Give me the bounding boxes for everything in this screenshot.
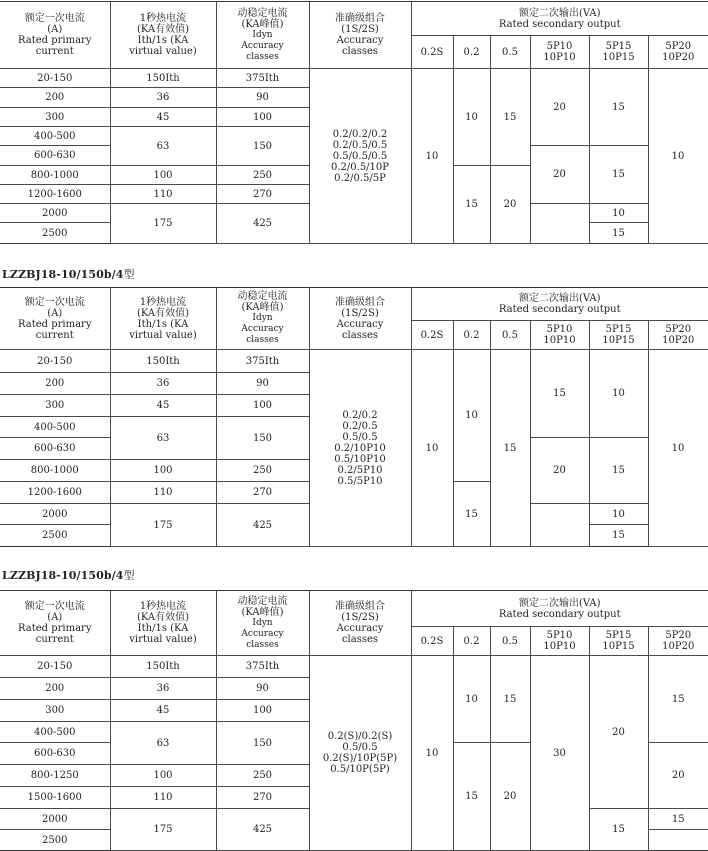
col-header-thermal-current: 1秒热电流 (KA有效值) Ith/1s (KA virtual value) — [110, 288, 216, 350]
dynamic-current-cell: 425 — [216, 809, 309, 851]
output-5p15-cell: 15 — [589, 146, 648, 204]
class-header-5p10-10p10: 5P10 10P10 — [530, 627, 589, 656]
thermal-current-cell: 175 — [110, 809, 216, 851]
thermal-current-cell: 150Ith — [110, 656, 216, 678]
output-5p10-cell: 20 — [530, 438, 589, 504]
col-header-accuracy-combination: 准确级组合 (1S/2S) Accuracy classes — [309, 591, 411, 656]
class-header-5p15-10p15: 5P15 10P15 — [589, 627, 648, 656]
output-5p10-cell: 30 — [530, 656, 589, 851]
output-5p10-cell: 15 — [589, 223, 648, 244]
output-5p10-cell: 15 — [589, 525, 648, 547]
thermal-current-cell: 175 — [110, 204, 216, 244]
output-5p15-cell: 10 — [589, 504, 648, 525]
primary-current-cell: 300 — [0, 700, 110, 722]
dynamic-current-cell: 270 — [216, 185, 309, 204]
output-5p20-cell: 10 — [648, 350, 708, 547]
thermal-current-cell: 63 — [110, 722, 216, 765]
dynamic-current-cell: 90 — [216, 88, 309, 108]
col-header-thermal-current: 1秒热电流 (KA有效值) Ith/1s (KA virtual value) — [110, 2, 216, 69]
primary-current-cell: 400-500 — [0, 417, 110, 438]
thermal-current-cell: 63 — [110, 127, 216, 166]
output-0-2-cell: 10 — [453, 656, 490, 743]
accuracy-combination-cell: 0.2/0.2/0.2 0.2/0.5/0.5 0.5/0.5/0.5 0.2/0.5/10P 0.2/0.5/5P — [309, 69, 411, 244]
output-0-2s-cell: 10 — [411, 656, 453, 851]
dynamic-current-cell: 375Ith — [216, 69, 309, 88]
dynamic-current-cell: 375Ith — [216, 350, 309, 373]
primary-current-cell: 400-500 — [0, 722, 110, 743]
primary-current-cell: 2500 — [0, 525, 110, 547]
class-header-0-5: 0.5 — [490, 627, 530, 656]
output-5p10-cell — [530, 204, 589, 244]
thermal-current-cell: 150Ith — [110, 69, 216, 88]
primary-current-cell: 300 — [0, 395, 110, 417]
dynamic-current-cell: 90 — [216, 373, 309, 395]
col-header-dynamic-current: 动稳定电流 (KA峰值) Idyn Accuracy classes — [216, 288, 309, 350]
dynamic-current-cell: 150 — [216, 127, 309, 166]
class-header-5p15-10p15: 5P15 10P15 — [589, 36, 648, 69]
thermal-current-cell: 110 — [110, 185, 216, 204]
primary-current-cell: 600-630 — [0, 438, 110, 460]
primary-current-cell: 20-150 — [0, 656, 110, 678]
output-5p20-cell: 20 — [648, 743, 708, 809]
output-0-2-cell: 15 — [453, 743, 490, 851]
output-5p15-cell: 15 — [589, 438, 648, 504]
class-header-5p20-10p20: 5P20 10P20 — [648, 36, 708, 69]
output-5p10-cell — [530, 504, 589, 547]
primary-current-cell: 1200-1600 — [0, 185, 110, 204]
primary-current-cell: 2000 — [0, 504, 110, 525]
thermal-current-cell: 150Ith — [110, 350, 216, 373]
output-5p15-cell: 15 — [589, 809, 648, 851]
dynamic-current-cell: 100 — [216, 700, 309, 722]
col-header-rated-primary-current: 额定一次电流 (A) Rated primary current — [0, 288, 110, 350]
primary-current-cell: 800-1000 — [0, 166, 110, 185]
output-0-5-cell: 15 — [490, 656, 530, 743]
class-header-0-2s: 0.2S — [411, 627, 453, 656]
dynamic-current-cell: 375Ith — [216, 656, 309, 678]
dynamic-current-cell: 250 — [216, 765, 309, 787]
class-header-0-5: 0.5 — [490, 321, 530, 350]
output-0-5-cell: 20 — [490, 166, 530, 244]
thermal-current-cell: 36 — [110, 373, 216, 395]
primary-current-cell: 200 — [0, 88, 110, 108]
current-transformer-spec-table-1 — [0, 1, 708, 244]
class-header-0-2: 0.2 — [453, 36, 490, 69]
primary-current-cell: 1200-1600 — [0, 482, 110, 504]
thermal-current-cell: 45 — [110, 395, 216, 417]
primary-current-cell: 400-500 — [0, 127, 110, 146]
thermal-current-cell: 110 — [110, 787, 216, 809]
output-5p15-cell: 10 — [589, 350, 648, 438]
output-5p20-cell: 15 — [648, 809, 708, 830]
thermal-current-cell: 110 — [110, 482, 216, 504]
col-header-accuracy-combination: 准确级组合 (1S/2S) Accuracy classes — [309, 288, 411, 350]
output-5p15-cell: 15 — [589, 69, 648, 146]
thermal-current-cell: 45 — [110, 108, 216, 127]
thermal-current-cell: 36 — [110, 678, 216, 700]
current-transformer-spec-table-2 — [0, 287, 708, 547]
col-header-rated-secondary-output: 额定二次输出(VA) Rated secondary output — [411, 591, 708, 627]
primary-current-cell: 1500-1600 — [0, 787, 110, 809]
dynamic-current-cell: 100 — [216, 395, 309, 417]
accuracy-combination-cell: 0.2/0.2 0.2/0.5 0.5/0.5 0.2/10P10 0.5/10P10 0.2/5P10 0.5/5P10 — [309, 350, 411, 547]
thermal-current-cell: 45 — [110, 700, 216, 722]
output-0-5-cell: 15 — [490, 350, 530, 547]
col-header-rated-primary-current: 额定一次电流 (A) Rated primary current — [0, 591, 110, 656]
col-header-rated-secondary-output: 额定二次输出(VA) Rated secondary output — [411, 288, 708, 321]
dynamic-current-cell: 425 — [216, 504, 309, 547]
class-header-0-2s: 0.2S — [411, 321, 453, 350]
thermal-current-cell: 100 — [110, 460, 216, 482]
col-header-accuracy-combination: 准确级组合 (1S/2S) Accuracy classes — [309, 2, 411, 69]
output-0-2-cell: 15 — [453, 166, 490, 244]
primary-current-cell: 600-630 — [0, 743, 110, 765]
output-0-2-cell: 10 — [453, 69, 490, 166]
class-header-5p20-10p20: 5P20 10P20 — [648, 627, 708, 656]
output-0-5-cell: 15 — [490, 69, 530, 166]
output-5p20-cell: 10 — [648, 69, 708, 244]
dynamic-current-cell: 100 — [216, 108, 309, 127]
accuracy-combination-cell: 0.2(S)/0.2(S) 0.5/0.5 0.2(S)/10P(5P) 0.5/10P(5P) — [309, 656, 411, 851]
output-0-2-cell: 10 — [453, 350, 490, 482]
class-header-5p10-10p10: 5P10 10P10 — [530, 36, 589, 69]
dynamic-current-cell: 90 — [216, 678, 309, 700]
output-0-2s-cell: 10 — [411, 69, 453, 244]
thermal-current-cell: 175 — [110, 504, 216, 547]
col-header-dynamic-current: 动稳定电流 (KA峰值) Idyn Accuracy classes — [216, 591, 309, 656]
output-0-2-cell: 15 — [453, 482, 490, 547]
primary-current-cell: 2500 — [0, 223, 110, 244]
primary-current-cell: 20-150 — [0, 350, 110, 373]
primary-current-cell: 800-1250 — [0, 765, 110, 787]
primary-current-cell: 600-630 — [0, 146, 110, 166]
primary-current-cell: 200 — [0, 373, 110, 395]
class-header-0-2: 0.2 — [453, 321, 490, 350]
primary-current-cell: 2000 — [0, 809, 110, 830]
thermal-current-cell: 63 — [110, 417, 216, 460]
primary-current-cell: 2500 — [0, 830, 110, 851]
output-0-2s-cell: 10 — [411, 350, 453, 547]
col-header-dynamic-current: 动稳定电流 (KA峰值) Idyn Accuracy classes — [216, 2, 309, 69]
dynamic-current-cell: 150 — [216, 722, 309, 765]
primary-current-cell: 800-1000 — [0, 460, 110, 482]
dynamic-current-cell: 270 — [216, 482, 309, 504]
output-0-5-cell: 20 — [490, 743, 530, 851]
class-header-0-2: 0.2 — [453, 627, 490, 656]
dynamic-current-cell: 270 — [216, 787, 309, 809]
output-5p10-cell: 15 — [530, 350, 589, 438]
primary-current-cell: 2000 — [0, 204, 110, 223]
primary-current-cell: 200 — [0, 678, 110, 700]
thermal-current-cell: 36 — [110, 88, 216, 108]
dynamic-current-cell: 425 — [216, 204, 309, 244]
thermal-current-cell: 100 — [110, 166, 216, 185]
dynamic-current-cell: 250 — [216, 460, 309, 482]
output-5p15-cell: 10 — [589, 204, 648, 223]
col-header-rated-primary-current: 额定一次电流 (A) Rated primary current — [0, 2, 110, 69]
output-5p20-cell — [648, 830, 708, 851]
output-5p10-cell: 20 — [530, 146, 589, 204]
thermal-current-cell: 100 — [110, 765, 216, 787]
col-header-thermal-current: 1秒热电流 (KA有效值) Ith/1s (KA virtual value) — [110, 591, 216, 656]
dynamic-current-cell: 150 — [216, 417, 309, 460]
output-5p15-cell: 20 — [589, 656, 648, 809]
current-transformer-spec-table-3 — [0, 590, 708, 851]
class-header-0-2s: 0.2S — [411, 36, 453, 69]
class-header-5p15-10p15: 5P15 10P15 — [589, 321, 648, 350]
table-caption: LZZBJ18-10/150b/4型 — [2, 268, 135, 281]
output-5p10-cell: 20 — [530, 69, 589, 146]
col-header-rated-secondary-output: 额定二次输出(VA) Rated secondary output — [411, 2, 708, 36]
dynamic-current-cell: 250 — [216, 166, 309, 185]
primary-current-cell: 300 — [0, 108, 110, 127]
primary-current-cell: 20-150 — [0, 69, 110, 88]
output-5p20-cell: 15 — [648, 656, 708, 743]
table-caption: LZZBJ18-10/150b/4型 — [2, 569, 135, 582]
class-header-0-5: 0.5 — [490, 36, 530, 69]
class-header-5p20-10p20: 5P20 10P20 — [648, 321, 708, 350]
class-header-5p10-10p10: 5P10 10P10 — [530, 321, 589, 350]
